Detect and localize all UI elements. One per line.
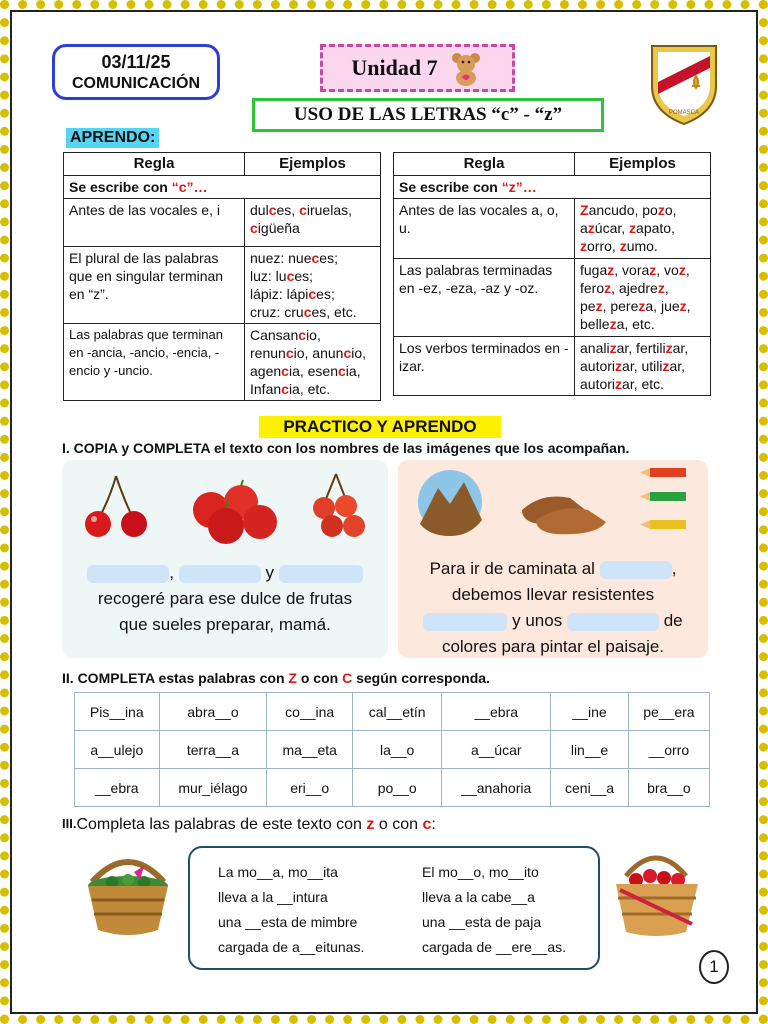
example-text: iruelas, <box>306 202 352 218</box>
word-cell[interactable]: a__úcar <box>442 731 551 769</box>
fruit-line-3: que sueles preparar, mamá. <box>119 615 331 634</box>
highlight-letter: c <box>286 268 295 284</box>
example-text: , <box>686 298 691 314</box>
rule-title-letter: “c”… <box>171 179 208 195</box>
rules-table-c <box>63 152 381 401</box>
letter-z: Z <box>288 670 297 686</box>
poem-line: una __esta de paja <box>422 914 542 930</box>
highlight-letter: z <box>679 298 687 314</box>
rule-cell: El plural de las palabras que en singular terminan en “z”. <box>64 247 245 324</box>
example-text: o, <box>664 202 677 218</box>
instruction-text: : <box>431 816 436 833</box>
highlight-letter: c <box>303 304 312 320</box>
word-grid <box>74 692 710 807</box>
highlight-letter: z <box>662 358 670 374</box>
example-text: luz: lu <box>250 268 287 284</box>
example-text: ar, <box>672 340 689 356</box>
example-text: es; <box>319 250 338 266</box>
poem-line: cargada de __ere__as. <box>422 939 566 955</box>
rule-title-prefix: Se escribe con <box>399 179 502 195</box>
example-text: ar, utili <box>622 358 663 374</box>
example-text: , <box>664 280 669 296</box>
example-text: ia, esen <box>288 363 338 379</box>
text: y unos <box>512 611 563 630</box>
highlight-letter: z <box>609 316 617 332</box>
blank-field[interactable] <box>567 613 659 631</box>
example-text: ia, <box>345 363 361 379</box>
highlight-letter: c <box>311 250 320 266</box>
highlight-letter: Z <box>580 202 589 218</box>
word-cell[interactable]: __ebra <box>442 693 551 731</box>
example-cell <box>575 199 711 259</box>
example-text: es; <box>294 268 314 284</box>
instruction-number: II. <box>62 670 74 686</box>
example-text: fuga <box>580 262 608 278</box>
highlight-letter: c <box>281 363 289 379</box>
highlight-letter: c <box>268 202 277 218</box>
letter-z: z <box>366 816 375 833</box>
rule-title <box>64 176 381 199</box>
example-text: io, <box>351 345 367 361</box>
mountain-image <box>418 470 482 536</box>
word-cell[interactable]: la__o <box>353 731 442 769</box>
word-cell[interactable]: a__ulejo <box>75 731 160 769</box>
blank-field[interactable] <box>179 565 261 583</box>
word-cell[interactable]: ceni__a <box>551 769 629 807</box>
word-cell[interactable]: bra__o <box>628 769 709 807</box>
example-text: io, <box>306 327 321 343</box>
hike-line-4: colores para pintar el paisaje. <box>441 637 665 656</box>
example-text: renun <box>250 345 286 361</box>
example-text: dul <box>250 202 269 218</box>
letter-c: c <box>422 816 432 833</box>
example-text: a, etc. <box>616 316 655 332</box>
letter-c: C <box>342 670 353 686</box>
example-text: ar, <box>669 358 686 374</box>
fruit-line-2: recogeré para ese dulce de frutas <box>97 589 353 608</box>
rule-title <box>394 176 711 199</box>
table-row <box>75 693 710 731</box>
example-text: cruz: cru <box>250 304 304 320</box>
word-cell[interactable]: __anahoria <box>442 769 551 807</box>
example-text: io, anun <box>293 345 344 361</box>
blank-field[interactable] <box>600 561 672 579</box>
blank-field[interactable] <box>423 613 507 631</box>
fruit-line-1 <box>74 560 376 586</box>
highlight-letter: c <box>338 363 346 379</box>
date: 03/11/25 <box>101 52 171 72</box>
cherry-basket-image <box>606 846 706 942</box>
instruction-bold: COPIA y COMPLETA <box>73 440 211 456</box>
example-text: igüeña <box>257 220 300 236</box>
instruction-3 <box>62 816 436 834</box>
cherry-bunch-image <box>313 474 365 537</box>
highlight-letter: z <box>649 262 657 278</box>
example-text: fero <box>580 280 605 296</box>
highlight-letter: c <box>281 381 289 397</box>
word-cell[interactable]: cal__etín <box>353 693 442 731</box>
highlight-letter: c <box>285 345 294 361</box>
blank-field[interactable] <box>87 565 169 583</box>
example-text: ancudo, po <box>588 202 658 218</box>
instruction-number: I. <box>62 440 70 456</box>
svg-text:POMASCA: POMASCA <box>668 110 700 116</box>
example-text: agen <box>250 363 282 379</box>
hike-line-1 <box>404 556 702 582</box>
example-text: es, <box>276 202 300 218</box>
highlight-letter: z <box>595 298 603 314</box>
example-text: , vora <box>614 262 650 278</box>
word-cell[interactable]: pe__era <box>628 693 709 731</box>
example-text: a <box>580 220 588 236</box>
text: , <box>671 559 677 578</box>
highlight-letter: z <box>657 202 665 218</box>
rule-title-prefix: Se escribe con <box>69 179 172 195</box>
example-text: lápiz: lápi <box>250 286 309 302</box>
word-cell[interactable]: ma__eta <box>267 731 353 769</box>
olive-basket-image <box>78 846 178 942</box>
rule-cell: Antes de las vocales e, i <box>64 199 245 247</box>
word-cell[interactable]: eri__o <box>267 769 353 807</box>
word-cell[interactable]: lin__e <box>551 731 629 769</box>
text: de <box>663 611 683 630</box>
date-box <box>52 44 220 100</box>
rule-cell: Los verbos terminados en -izar. <box>394 337 575 396</box>
hike-line-2: debemos llevar resistentes <box>451 585 655 604</box>
poem-line: El mo__o, mo__ito <box>422 864 539 880</box>
example-text: nuez: nue <box>250 250 312 266</box>
subject: COMUNICACIÓN <box>72 75 200 92</box>
highlight-letter: z <box>604 280 612 296</box>
instruction-text: estas palabras con <box>154 670 289 686</box>
example-text: , pere <box>602 298 639 314</box>
highlight-letter: z <box>638 298 646 314</box>
poem-line: cargada de a__eitunas. <box>218 939 365 955</box>
col-header-rule: Regla <box>64 153 245 176</box>
highlight-letter: c <box>308 286 317 302</box>
highlight-letter: z <box>665 340 673 356</box>
hike-line-3 <box>404 608 702 634</box>
colored-pencils-image <box>640 468 686 529</box>
example-text: autori <box>580 376 616 392</box>
topic-title: USO DE LAS LETRAS “c” - “z” <box>252 98 604 132</box>
highlight-letter: z <box>657 280 665 296</box>
highlight-letter: c <box>250 220 258 236</box>
example-cell <box>245 247 381 324</box>
word-cell[interactable]: mur_iélago <box>159 769 267 807</box>
example-text: ar, etc. <box>622 376 665 392</box>
example-text: ia, etc. <box>288 381 331 397</box>
example-cell <box>575 337 711 396</box>
instruction-text: el texto con los nombres de las imágenes que los acompañan. <box>210 440 630 456</box>
highlight-letter: z <box>678 262 686 278</box>
table-row <box>75 769 710 807</box>
practice-title: PRACTICO Y APRENDO <box>259 416 501 438</box>
example-text: es, etc. <box>311 304 357 320</box>
rule-title-letter: “z”… <box>501 179 537 195</box>
word-cell[interactable]: __ine <box>551 693 629 731</box>
highlight-letter: c <box>299 202 307 218</box>
poem-right-column <box>422 860 566 960</box>
highlight-letter: z <box>629 220 637 236</box>
fruit-images <box>76 464 376 548</box>
poem-line: lleva a la __intura <box>218 889 328 905</box>
example-text: Infan <box>250 381 282 397</box>
example-text: umo. <box>626 238 658 254</box>
highlight-letter: z <box>619 238 627 254</box>
col-header-examples: Ejemplos <box>245 153 381 176</box>
poem-box <box>188 846 600 970</box>
example-text: ar, fertili <box>616 340 666 356</box>
poem-line: lleva a la cabe__a <box>422 889 535 905</box>
example-text: autori <box>580 358 616 374</box>
word-cell[interactable]: abra__o <box>159 693 267 731</box>
highlight-letter: z <box>580 238 587 254</box>
example-text: , <box>685 262 690 278</box>
example-text: es; <box>316 286 335 302</box>
poem-line: La mo__a, mo__ita <box>218 864 338 880</box>
separator: y <box>265 563 274 582</box>
blank-field[interactable] <box>279 565 363 583</box>
example-text: Cansan <box>250 327 299 343</box>
instruction-2 <box>62 670 490 686</box>
example-text: a, jue <box>645 298 680 314</box>
teddy-bear-icon <box>448 50 484 86</box>
fruit-text <box>74 560 376 638</box>
word-cell[interactable]: __ebra <box>75 769 160 807</box>
example-text: apato, <box>636 220 675 236</box>
poem-line: una __esta de mimbre <box>218 914 358 930</box>
highlight-letter: z <box>609 340 617 356</box>
highlight-letter: z <box>615 376 623 392</box>
col-header-examples: Ejemplos <box>575 153 711 176</box>
word-cell[interactable]: terra__a <box>159 731 267 769</box>
page-number: 1 <box>699 950 729 984</box>
hike-images <box>410 464 700 548</box>
example-text: , vo <box>656 262 679 278</box>
aprendo-label: APRENDO: <box>66 128 159 148</box>
poem-left-column <box>218 860 364 960</box>
instruction-1 <box>62 440 629 456</box>
example-text: anali <box>580 340 610 356</box>
separator: , <box>169 563 175 582</box>
rule-cell: Las palabras terminadas en -ez, -eza, -az y -oz. <box>394 259 575 337</box>
instruction-text: según corresponda. <box>352 670 490 686</box>
example-text: orro, <box>587 238 620 254</box>
rule-cell: Las palabras que terminan en -ancia, -ancio, -encia, -encio y -uncio. <box>64 324 245 401</box>
instruction-text: Completa las palabras de este texto con <box>76 816 367 833</box>
cherries-image <box>85 476 147 537</box>
school-crest-logo <box>648 42 720 126</box>
highlight-letter: z <box>587 220 595 236</box>
highlight-letter: z <box>615 358 623 374</box>
example-cell <box>245 324 381 401</box>
text: Para ir de caminata al <box>429 559 595 578</box>
instruction-text: o con <box>374 816 423 833</box>
hike-text <box>404 556 702 660</box>
example-text: belle <box>580 316 610 332</box>
col-header-rule: Regla <box>394 153 575 176</box>
rule-cell: Antes de las vocales a, o, u. <box>394 199 575 259</box>
example-text: pe <box>580 298 596 314</box>
instruction-bold: COMPLETA <box>77 670 155 686</box>
word-cell[interactable]: co__ina <box>267 693 353 731</box>
table-row <box>75 731 710 769</box>
rules-table-z <box>393 152 711 396</box>
unit-title: Unidad 7 <box>351 55 438 80</box>
example-text: úcar, <box>594 220 630 236</box>
word-cell[interactable]: Pis__ina <box>75 693 160 731</box>
word-cell[interactable]: __orro <box>628 731 709 769</box>
highlight-letter: z <box>607 262 615 278</box>
highlight-letter: c <box>343 345 352 361</box>
example-cell <box>245 199 381 247</box>
instruction-text: o con <box>296 670 343 686</box>
word-cell[interactable]: po__o <box>353 769 442 807</box>
unit-banner <box>320 44 515 92</box>
shoes-image <box>522 497 606 535</box>
example-text: , ajedre <box>611 280 658 296</box>
example-cell <box>575 259 711 337</box>
highlight-letter: c <box>298 327 307 343</box>
apples-image <box>193 480 277 544</box>
instruction-number: III. <box>62 816 77 831</box>
